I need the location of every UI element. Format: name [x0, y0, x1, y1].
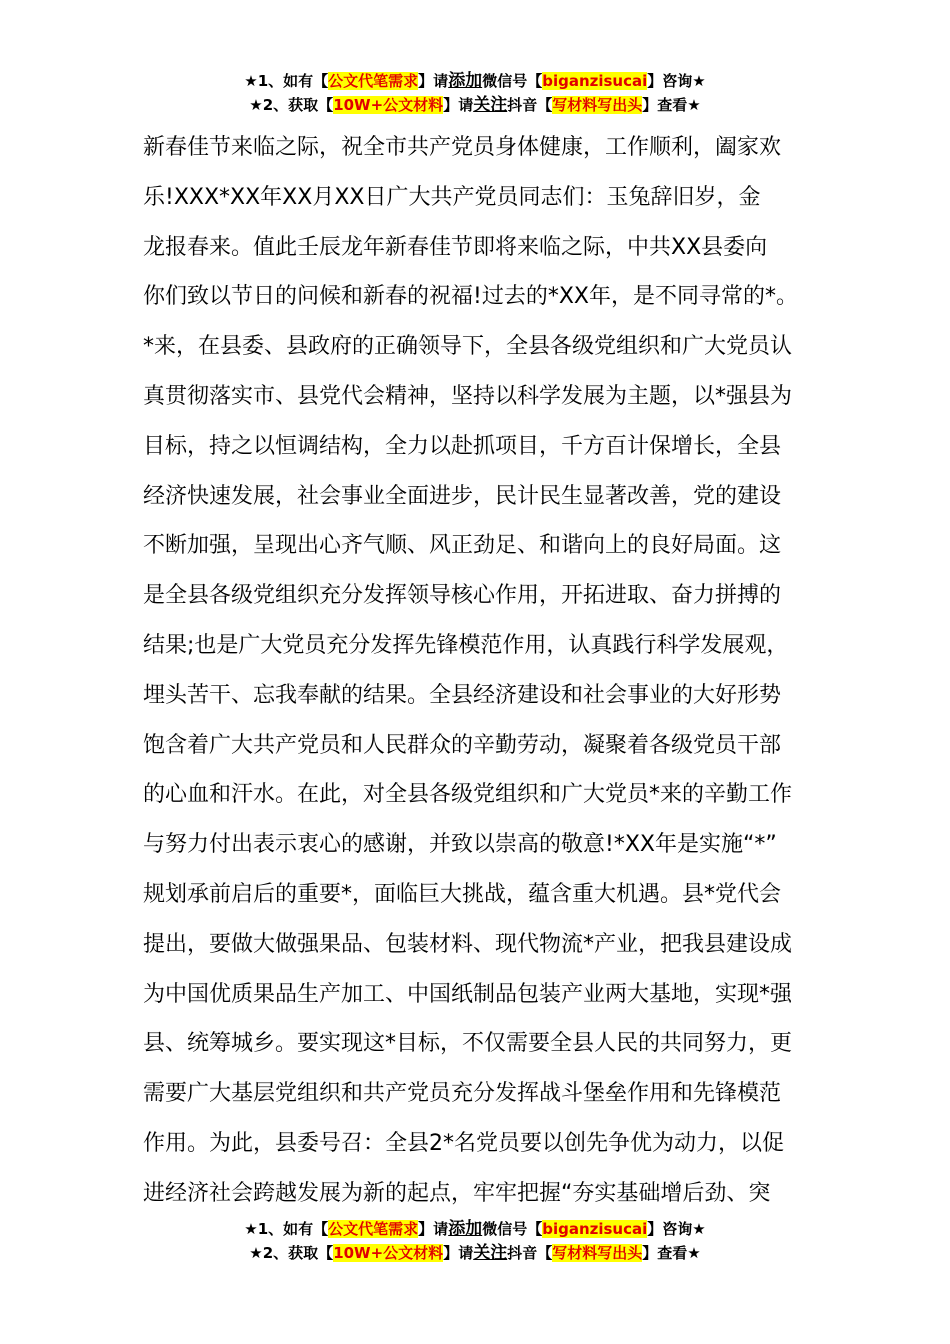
banner-text: 】查看★: [642, 1244, 701, 1262]
banner-text: 抖音【: [507, 1244, 553, 1262]
body-line: 经济快速发展，社会事业全面进步，民计民生显著改善，党的建设: [143, 483, 782, 509]
banner-highlight: 10W+公文材料: [333, 1244, 444, 1262]
body-line: 结果;也是广大党员充分发挥先锋模范作用，认真践行科学发展观，: [143, 632, 789, 658]
banner-text: ★2、获取【: [249, 1244, 334, 1262]
body-line: 埋头苦干、忘我奉献的结果。全县经济建设和社会事业的大好形势: [143, 682, 782, 708]
banner-underline: 添加: [448, 1219, 483, 1239]
body-line: 你们致以节日的问候和新春的祝福!过去的*XX年，是不同寻常的*。: [143, 284, 798, 310]
body-line: 县、统筹城乡。要实现这*目标，不仅需要全县人民的共同努力，更: [143, 1031, 793, 1057]
banner-highlight: 10W+公文材料: [333, 96, 444, 114]
header-banner: [0, 69, 950, 117]
body-line: 乐!XXX*XX年XX月XX日广大共产党员同志们：玉兔辞旧岁，金: [143, 184, 761, 210]
banner-text: ★1、如有【: [244, 1220, 329, 1238]
banner-text: 】请: [418, 1220, 449, 1238]
body-line: 的心血和汗水。在此，对全县各级党组织和广大党员*来的辛勤工作: [143, 782, 793, 808]
body-line: 与努力付出表示衷心的感谢，并致以崇高的敬意!*XX年是实施“*”: [143, 832, 777, 858]
banner-line-2: [0, 93, 950, 117]
banner-line-1: [0, 1217, 950, 1241]
banner-text: 】请: [418, 72, 449, 90]
banner-text: 】请: [443, 1244, 474, 1262]
banner-text: 微信号【: [482, 1220, 543, 1238]
banner-text: ★2、获取【: [249, 96, 334, 114]
banner-highlight: 写材料写出头: [552, 96, 643, 114]
document-body: [143, 123, 808, 1219]
banner-text: 】查看★: [642, 96, 701, 114]
banner-underline: 关注: [473, 95, 508, 115]
banner-highlight: biganzisucai: [542, 1220, 648, 1238]
body-line: 是全县各级党组织充分发挥领导核心作用，开拓进取、奋力拼搏的: [143, 583, 782, 609]
body-line: 不断加强，呈现出心齐气顺、风正劲足、和谐向上的良好局面。这: [143, 533, 782, 559]
banner-text: 抖音【: [507, 96, 553, 114]
banner-highlight: 公文代笔需求: [328, 1220, 419, 1238]
banner-highlight: 公文代笔需求: [328, 72, 419, 90]
banner-text: 微信号【: [482, 72, 543, 90]
body-line: 饱含着广大共产党员和人民群众的辛勤劳动，凝聚着各级党员干部: [143, 732, 782, 758]
body-line: 规划承前启后的重要*，面临巨大挑战，蕴含重大机遇。县*党代会: [143, 881, 782, 907]
body-line: 作用。为此，县委号召：全县2*名党员要以创先争优为动力，以促: [143, 1130, 784, 1156]
banner-line-1: [0, 69, 950, 93]
body-line: *来，在县委、县政府的正确领导下，全县各级党组织和广大党员认: [143, 334, 793, 360]
body-line: 为中国优质果品生产加工、中国纸制品包装产业两大基地，实现*强: [143, 981, 793, 1007]
banner-text: 】请: [443, 96, 474, 114]
body-line: 进经济社会跨越发展为新的起点，牢牢把握“夯实基础增后劲、突: [143, 1180, 771, 1206]
body-line: 目标，持之以恒调结构，全力以赴抓项目，千方百计保增长，全县: [143, 433, 782, 459]
banner-text: 】咨询★: [647, 72, 706, 90]
banner-highlight: 写材料写出头: [552, 1244, 643, 1262]
body-line: 提出，要做大做强果品、包装材料、现代物流*产业，把我县建设成: [143, 931, 793, 957]
body-line: 真贯彻落实市、县党代会精神，坚持以科学发展为主题，以*强县为: [143, 383, 793, 409]
banner-text: 】咨询★: [647, 1220, 706, 1238]
body-line: 新春佳节来临之际，祝全市共产党员身体健康，工作顺利，阖家欢: [143, 135, 782, 160]
banner-underline: 关注: [473, 1243, 508, 1263]
banner-underline: 添加: [448, 71, 483, 91]
body-line: 龙报春来。值此壬辰龙年新春佳节即将来临之际，中共XX县委向: [143, 234, 768, 260]
footer-banner: [0, 1217, 950, 1265]
banner-highlight: biganzisucai: [542, 72, 648, 90]
body-line: 需要广大基层党组织和共产党员充分发挥战斗堡垒作用和先锋模范: [143, 1081, 782, 1107]
banner-text: ★1、如有【: [244, 72, 329, 90]
banner-line-2: [0, 1241, 950, 1265]
